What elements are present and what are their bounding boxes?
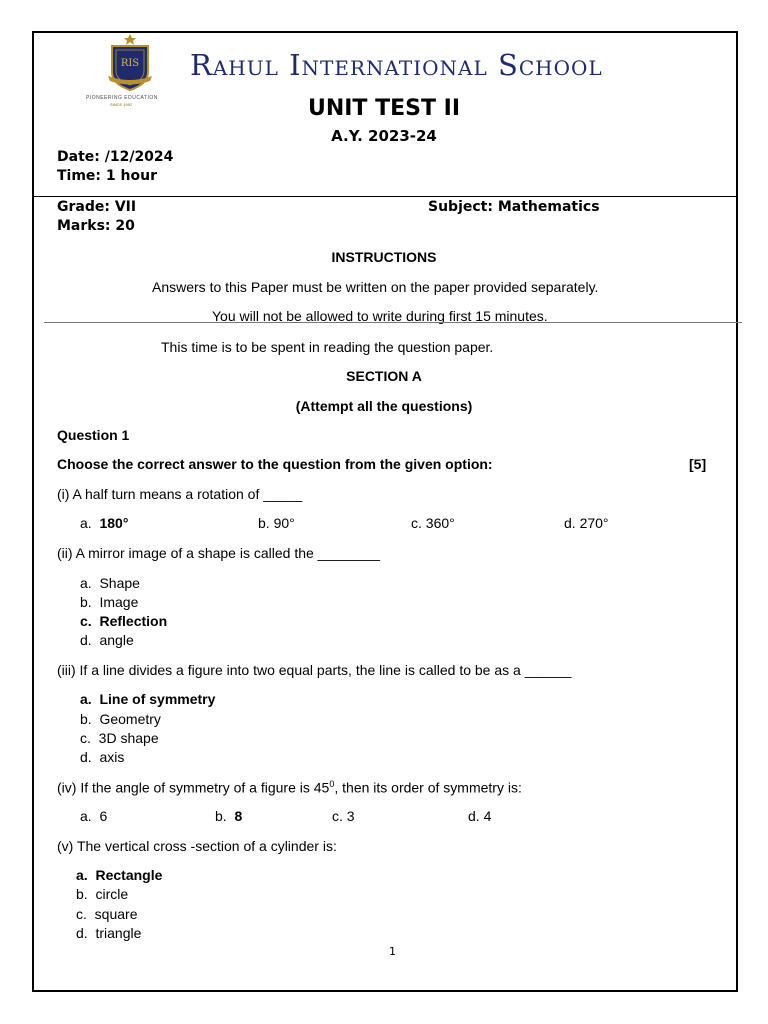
question-stem: (v) The vertical cross -section of a cylinder is: xyxy=(57,838,337,854)
instructions-heading: INSTRUCTIONS xyxy=(331,249,437,265)
logo-monogram: RIS xyxy=(120,58,140,69)
question-stem: (i) A half turn means a rotation of _____ xyxy=(57,486,303,502)
section-subtitle: (Attempt all the questions) xyxy=(295,398,473,414)
academic-year: A.Y. 2023-24 xyxy=(331,127,437,145)
option-marker: d. xyxy=(564,515,576,531)
option-item xyxy=(80,691,215,707)
section-title: SECTION A xyxy=(346,368,422,384)
option-marker: a. xyxy=(80,808,92,824)
option-item xyxy=(564,515,609,531)
logo-tagline: PIONEERING EDUCATION xyxy=(86,95,158,101)
option-item xyxy=(80,515,128,531)
option-item xyxy=(411,515,455,531)
instruction-line: Answers to this Paper must be written on the paper provided separately. xyxy=(152,279,599,295)
option-text: square xyxy=(94,906,138,922)
option-text-answer: Rectangle xyxy=(95,867,163,883)
option-text: 360° xyxy=(425,515,455,531)
option-marker: a. xyxy=(80,691,92,707)
instruction-line: This time is to be spent in reading the question paper. xyxy=(161,339,494,355)
option-text: axis xyxy=(99,749,125,765)
option-marker: b. xyxy=(80,711,92,727)
question-label: Question 1 xyxy=(57,427,130,443)
option-item xyxy=(76,906,137,922)
option-item xyxy=(80,632,134,648)
option-text: circle xyxy=(95,886,129,902)
question-instruction: Choose the correct answer to the question from the given option: xyxy=(57,456,493,472)
option-text: 3 xyxy=(346,808,355,824)
option-item xyxy=(76,925,141,941)
option-text: Image xyxy=(99,594,139,610)
option-marker: a. xyxy=(80,575,92,591)
question-stem: (ii) A mirror image of a shape is called the ________ xyxy=(57,545,380,561)
option-text: triangle xyxy=(95,925,142,941)
header-divider xyxy=(32,196,738,197)
option-text-answer: Reflection xyxy=(99,613,168,629)
option-marker: d. xyxy=(76,925,88,941)
option-item xyxy=(80,575,140,591)
option-marker: c. xyxy=(80,613,92,629)
option-item xyxy=(468,808,491,824)
superscript: 0 xyxy=(329,779,335,789)
question-stem: (iv) If the angle of symmetry of a figure is $45^0$, then its order of symmetry is: xyxy=(57,779,522,796)
option-marker: b. xyxy=(258,515,270,531)
page-break-line xyxy=(44,322,742,323)
option-item xyxy=(80,711,161,727)
test-title: UNIT TEST II xyxy=(307,96,461,121)
option-marker: d. xyxy=(468,808,480,824)
option-text: Geometry xyxy=(99,711,161,727)
option-item xyxy=(80,613,167,629)
option-item xyxy=(215,808,242,824)
option-marker: c. xyxy=(76,906,87,922)
option-item xyxy=(80,749,124,765)
option-text: 4 xyxy=(483,808,492,824)
marks: Marks: 20 xyxy=(57,218,135,234)
option-text: angle xyxy=(99,632,134,648)
logo-since: SINCE 1992 xyxy=(110,102,133,107)
option-text: Shape xyxy=(99,575,140,591)
exam-time: Time: 1 hour xyxy=(57,168,157,184)
option-marker: b. xyxy=(76,886,88,902)
option-item xyxy=(76,867,162,883)
option-marker: a. xyxy=(80,515,92,531)
option-marker: b. xyxy=(215,808,227,824)
option-item xyxy=(80,730,159,746)
option-text-answer: Line of symmetry xyxy=(99,691,216,707)
option-item xyxy=(258,515,295,531)
school-name: Rahul International School xyxy=(190,48,603,82)
option-text: 3D shape xyxy=(98,730,159,746)
instruction-line: You will not be allowed to write during first 15 minutes. xyxy=(212,308,548,324)
option-item xyxy=(80,594,138,610)
option-marker: b. xyxy=(80,594,92,610)
school-logo xyxy=(102,32,158,94)
option-text-answer: 180° xyxy=(99,515,129,531)
question-marks: [5] xyxy=(689,456,707,472)
grade: Grade: VII xyxy=(57,199,137,215)
option-text: 90° xyxy=(273,515,295,531)
option-item xyxy=(332,808,355,824)
option-text-answer: 8 xyxy=(234,808,243,824)
page-number: 1 xyxy=(389,945,396,958)
option-marker: c. xyxy=(80,730,91,746)
subject: Subject: Mathematics xyxy=(428,199,600,215)
option-marker: c. xyxy=(411,515,422,531)
option-marker: d. xyxy=(80,749,92,765)
option-marker: c. xyxy=(332,808,343,824)
school-crest-icon xyxy=(102,32,158,94)
exam-date: Date: /12/2024 xyxy=(57,149,174,165)
option-marker: d. xyxy=(80,632,92,648)
option-marker: a. xyxy=(76,867,88,883)
option-item xyxy=(76,886,128,902)
question-stem: (iii) If a line divides a figure into two equal parts, the line is called to be as a ______ xyxy=(57,662,572,678)
option-text: 6 xyxy=(99,808,108,824)
option-item xyxy=(80,808,107,824)
option-text: 270° xyxy=(579,515,609,531)
